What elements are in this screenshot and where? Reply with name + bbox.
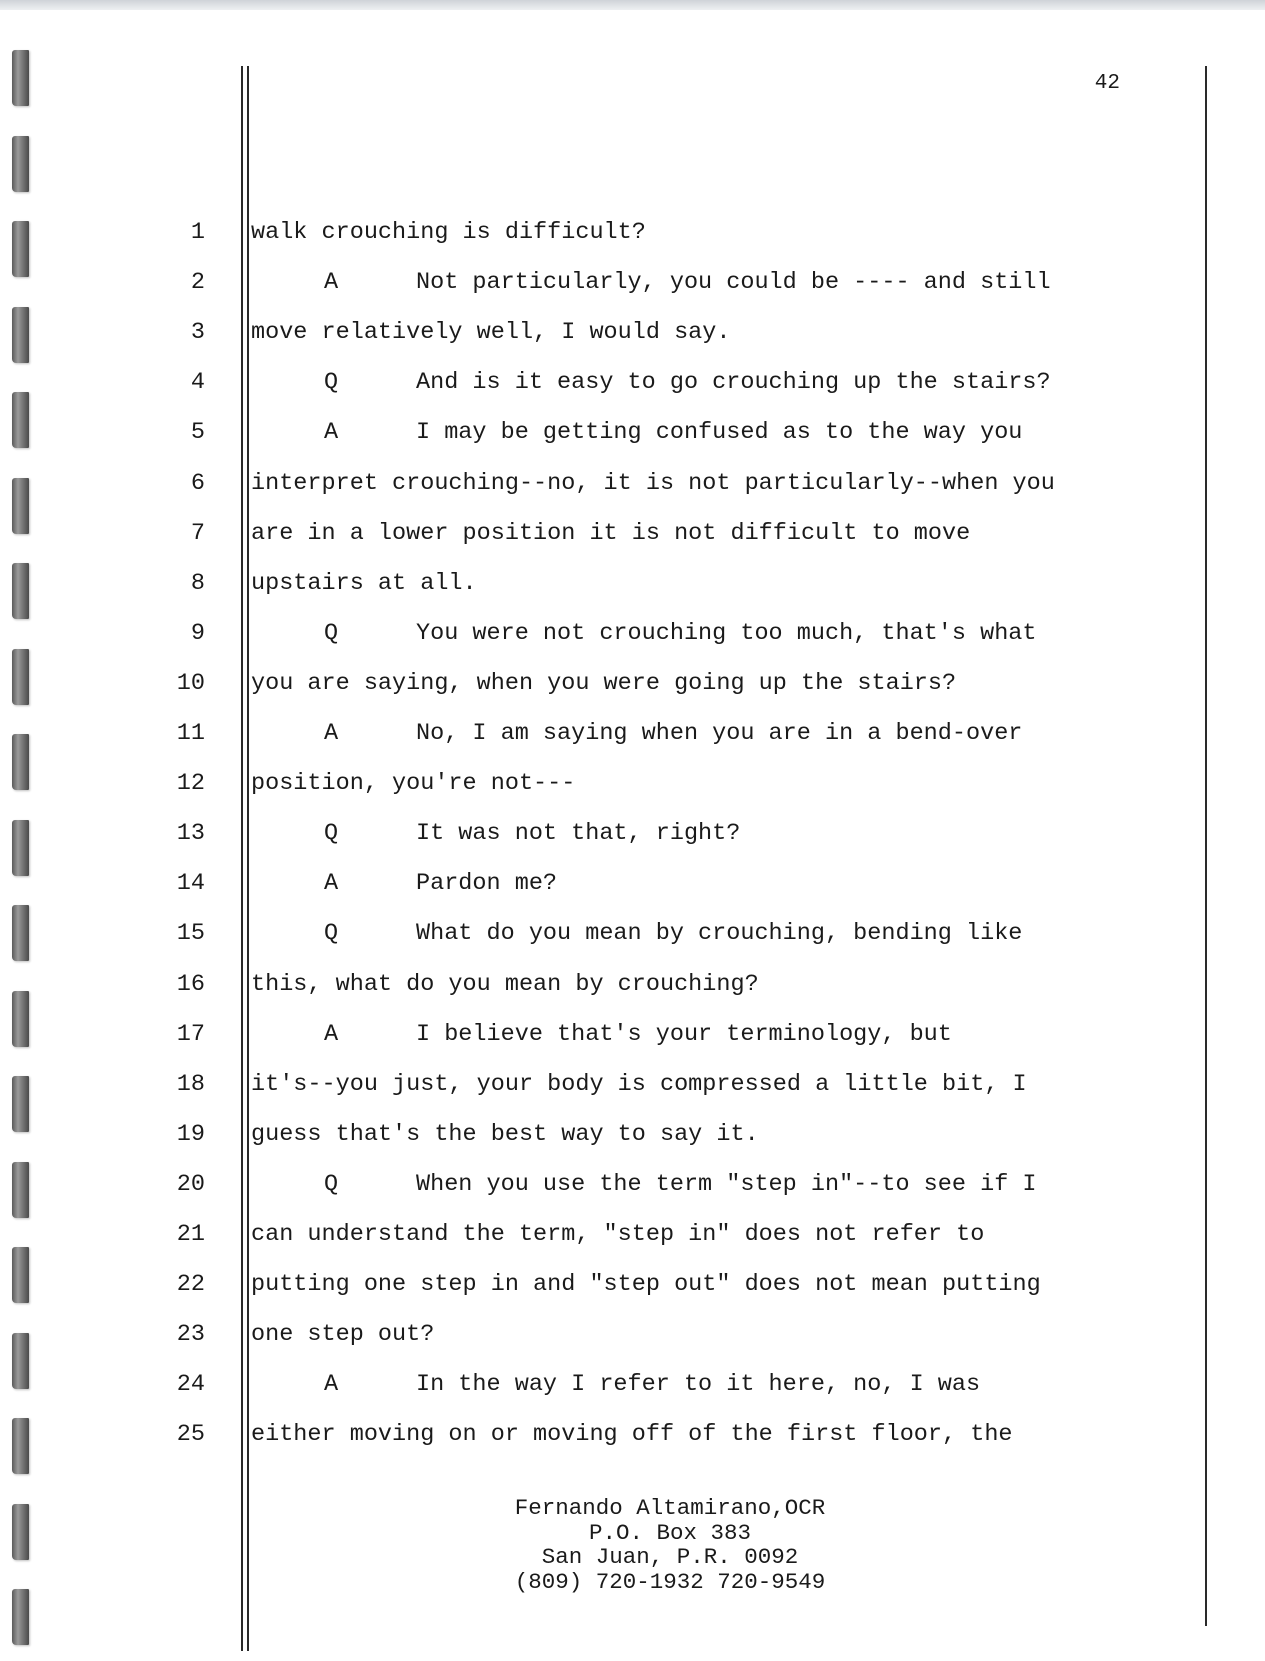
transcript-line [0, 318, 1265, 348]
line-number: 1 [190, 219, 205, 246]
line-number: 13 [176, 820, 205, 847]
line-number: 12 [176, 770, 205, 797]
line-text: upstairs at all. [251, 570, 477, 597]
line-text: No, I am saying when you are in a bend-over [416, 720, 1023, 747]
line-text: one step out? [251, 1321, 435, 1348]
line-number: 22 [176, 1271, 205, 1298]
transcript-line [0, 970, 1265, 1000]
line-text: you are saying, when you were going up the stairs? [251, 670, 957, 697]
line-number: 9 [190, 620, 205, 647]
line-number: 5 [190, 419, 205, 446]
line-text: guess that's the best way to say it. [251, 1121, 759, 1148]
reporter-po-box: P.O. Box 383 [588, 1519, 752, 1546]
speaker-label: A [324, 269, 339, 296]
line-text: move relatively well, I would say. [251, 319, 731, 346]
line-number: 19 [176, 1121, 205, 1148]
line-number: 17 [176, 1021, 205, 1048]
line-number: 25 [176, 1421, 205, 1448]
punch-hole-icon [12, 1589, 29, 1645]
line-text: putting one step in and "step out" does not mean putting [251, 1271, 1041, 1298]
transcript-line [0, 268, 1265, 298]
left-margin-rule [241, 66, 243, 1651]
transcript-line [0, 619, 1265, 649]
reporter-name: Fernando Altamirano,OCR [514, 1495, 826, 1521]
transcript-line [0, 218, 1265, 248]
transcript-line [0, 1220, 1265, 1250]
reporter-phones: (809) 720-1932 720-9549 [514, 1568, 826, 1595]
transcript-line [0, 919, 1265, 949]
speaker-label: Q [324, 920, 339, 947]
transcript-line [0, 719, 1265, 749]
line-text: And is it easy to go crouching up the stairs? [416, 369, 1051, 396]
line-number: 8 [190, 570, 205, 597]
page-number: 42 [1094, 72, 1120, 95]
line-text: either moving on or moving off of the first floor, the [251, 1421, 1013, 1448]
line-text: interpret crouching--no, it is not particularly--when you [251, 470, 1055, 497]
line-text: walk crouching is difficult? [251, 219, 646, 246]
line-text: When you use the term "step in"--to see if I [416, 1171, 1037, 1198]
line-text: In the way I refer to it here, no, I was [416, 1371, 981, 1398]
line-number: 11 [176, 720, 205, 747]
line-text: I may be getting confused as to the way you [416, 419, 1023, 446]
line-number: 10 [176, 670, 205, 697]
punch-hole-icon [12, 1504, 29, 1560]
transcript-line [0, 669, 1265, 699]
line-number: 3 [190, 319, 205, 346]
speaker-label: Q [324, 820, 339, 847]
line-number: 16 [176, 971, 205, 998]
line-text: can understand the term, "step in" does not refer to [251, 1221, 985, 1248]
line-number: 14 [176, 870, 205, 897]
transcript-line [0, 1420, 1265, 1450]
line-number: 6 [190, 470, 205, 497]
transcript-line [0, 519, 1265, 549]
punch-hole-icon [12, 50, 29, 106]
transcript-line [0, 1320, 1265, 1350]
page-top-edge [0, 0, 1265, 10]
speaker-label: Q [324, 1171, 339, 1198]
line-number: 2 [190, 269, 205, 296]
transcript-line [0, 1370, 1265, 1400]
line-text: You were not crouching too much, that's what [416, 620, 1037, 647]
line-text: I believe that's your terminology, but [416, 1021, 952, 1048]
transcript-line [0, 1020, 1265, 1050]
line-number: 23 [176, 1321, 205, 1348]
reporter-footer [480, 1496, 860, 1594]
punch-hole-icon [12, 136, 29, 192]
transcript-line [0, 1120, 1265, 1150]
line-number: 21 [176, 1221, 205, 1248]
line-text: Pardon me? [416, 870, 558, 897]
speaker-label: A [324, 720, 339, 747]
speaker-label: A [324, 419, 339, 446]
line-number: 4 [190, 369, 205, 396]
reporter-city: San Juan, P.R. 0092 [541, 1544, 799, 1570]
speaker-label: Q [324, 369, 339, 396]
transcript-line [0, 819, 1265, 849]
line-text: it's--you just, your body is compressed a little bit, I [251, 1071, 1027, 1098]
line-text: this, what do you mean by crouching? [251, 971, 759, 998]
line-text: Not particularly, you could be ---- and still [416, 269, 1051, 296]
transcript-line [0, 469, 1265, 499]
transcript-line [0, 1070, 1265, 1100]
line-text: position, you're not--- [251, 770, 576, 797]
transcript-line [0, 569, 1265, 599]
speaker-label: A [324, 1021, 339, 1048]
line-text: are in a lower position it is not difficult to move [251, 520, 971, 547]
line-number: 7 [190, 520, 205, 547]
transcript-line [0, 1270, 1265, 1300]
speaker-label: A [324, 1371, 339, 1398]
transcript-line [0, 1170, 1265, 1200]
transcript-line [0, 869, 1265, 899]
line-number: 24 [176, 1371, 205, 1398]
transcript-line [0, 368, 1265, 398]
line-number: 18 [176, 1071, 205, 1098]
line-number: 20 [176, 1171, 205, 1198]
line-number: 15 [176, 920, 205, 947]
speaker-label: Q [324, 620, 339, 647]
left-margin-rule-inner [247, 66, 249, 1651]
line-text: What do you mean by crouching, bending like [416, 920, 1023, 947]
speaker-label: A [324, 870, 339, 897]
line-text: It was not that, right? [416, 820, 741, 847]
transcript-line [0, 769, 1265, 799]
transcript-line [0, 418, 1265, 448]
